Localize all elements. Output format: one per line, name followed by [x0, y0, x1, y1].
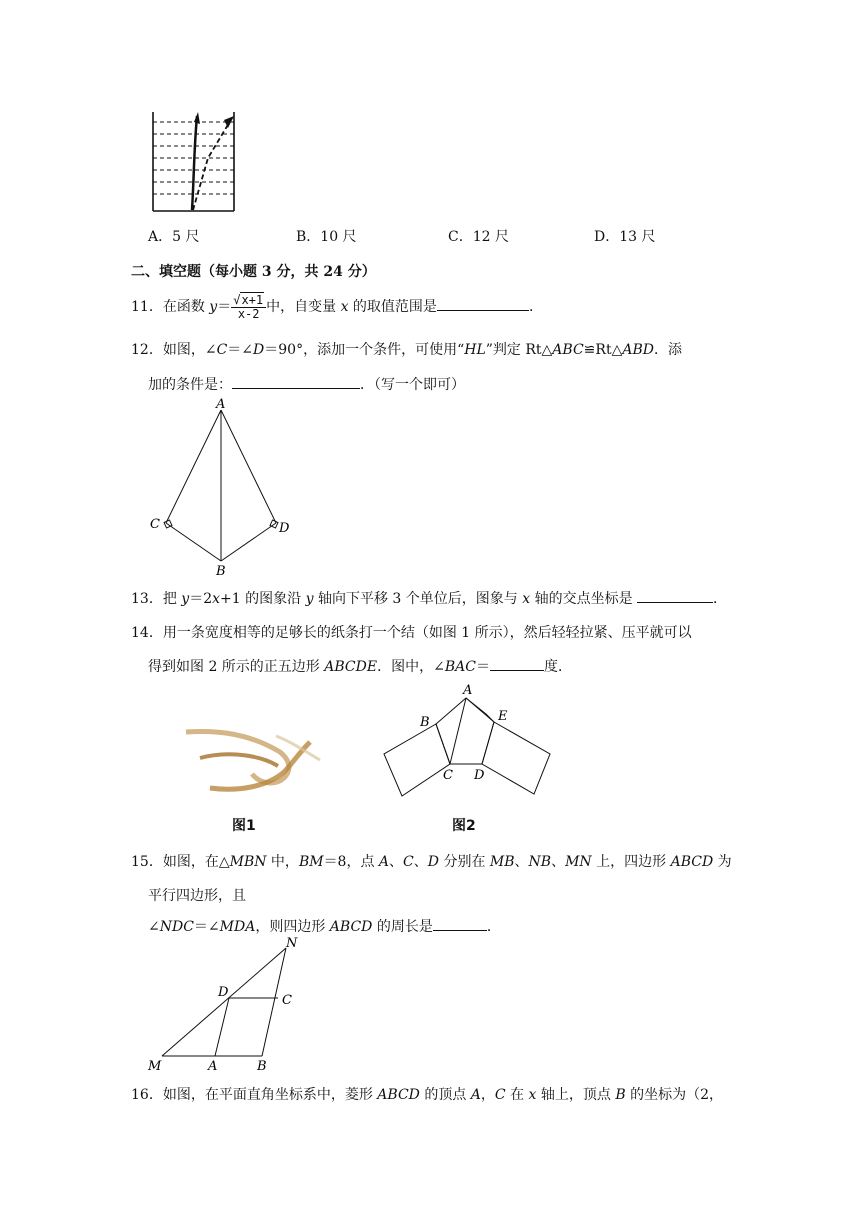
label-c: C — [282, 993, 292, 1008]
question-15-line3: ∠NDC＝∠MDA，则四边形 ABCD 的周长是 ． — [148, 919, 501, 935]
fraction: $\frac{√x+1}{x-2}$ — [231, 294, 266, 321]
paper-knot-photo — [180, 712, 325, 802]
label-a: A — [463, 683, 473, 698]
label-c: C — [443, 768, 453, 783]
label-a: A — [216, 398, 226, 412]
label-c: C — [150, 517, 160, 532]
section-title: 二、填空题（每小题 3 分，共 24 分） — [131, 264, 376, 280]
option-a: A．5 尺 — [148, 229, 200, 245]
label-d: D — [279, 521, 290, 536]
answer-blank-15[interactable] — [433, 930, 487, 931]
answer-blank-11[interactable] — [437, 310, 529, 311]
figure-1-caption: 图1 — [232, 818, 256, 834]
question-12-line2: 加的条件是： ．（写一个即可） — [148, 377, 465, 393]
option-b: B．10 尺 — [296, 229, 357, 245]
option-c: C．12 尺 — [448, 229, 509, 245]
question-15-line2: 平行四边形，且 — [148, 888, 246, 904]
label-b: B — [257, 1059, 267, 1074]
question-16: 16．如图，在平面直角坐标系中，菱形 ABCD 的顶点 A，C 在 x 轴上，顶点 B 的坐标为（2， — [131, 1087, 724, 1103]
label-a: A — [208, 1059, 218, 1074]
bamboo-figure — [148, 108, 238, 214]
label-d: D — [218, 985, 229, 1000]
answer-blank-14[interactable] — [490, 670, 544, 671]
label-b: B — [420, 715, 430, 730]
question-13: 13．把 y＝2x+1 的图象沿 y 轴向下平移 3 个单位后，图象与 x 轴的交点坐标是 ． — [131, 591, 728, 607]
figure-2-caption: 图2 — [452, 818, 476, 834]
question-15-line1: 15．如图，在△MBN 中，BM＝8，点 A、C、D 分别在 MB、NB、MN 上，四边形 ABCD 为 — [131, 854, 732, 870]
question-12-line1: 12．如图，∠C＝∠D＝90°，添加一个条件，可使用“HL”判定 Rt△ABC≌Rt△ABD．添 — [131, 342, 682, 358]
question-11: 11．在函数 y＝ $\frac{√x+1}{x-2}$ 中，自变量 x 的取值范围是 ． — [131, 292, 543, 321]
question-14-line2: 得到如图 2 所示的正五边形 ABCDE．图中，∠BAC＝ 度． — [148, 659, 572, 675]
label-m: M — [148, 1059, 162, 1074]
label-b: B — [216, 564, 226, 578]
question-14-line1: 14．用一条宽度相等的足够长的纸条打一个结（如图 1 所示），然后轻轻拉紧、压平就可以 — [131, 625, 692, 641]
triangle-parallelogram-figure — [145, 936, 310, 1076]
label-e: E — [498, 709, 508, 724]
label-d: D — [474, 768, 485, 783]
option-d: D．13 尺 — [594, 229, 656, 245]
label-n: N — [286, 936, 298, 951]
answer-blank-13[interactable] — [637, 602, 713, 603]
answer-blank-12[interactable] — [232, 388, 360, 389]
kite-figure — [145, 398, 305, 578]
pentagon-figure — [380, 682, 555, 802]
